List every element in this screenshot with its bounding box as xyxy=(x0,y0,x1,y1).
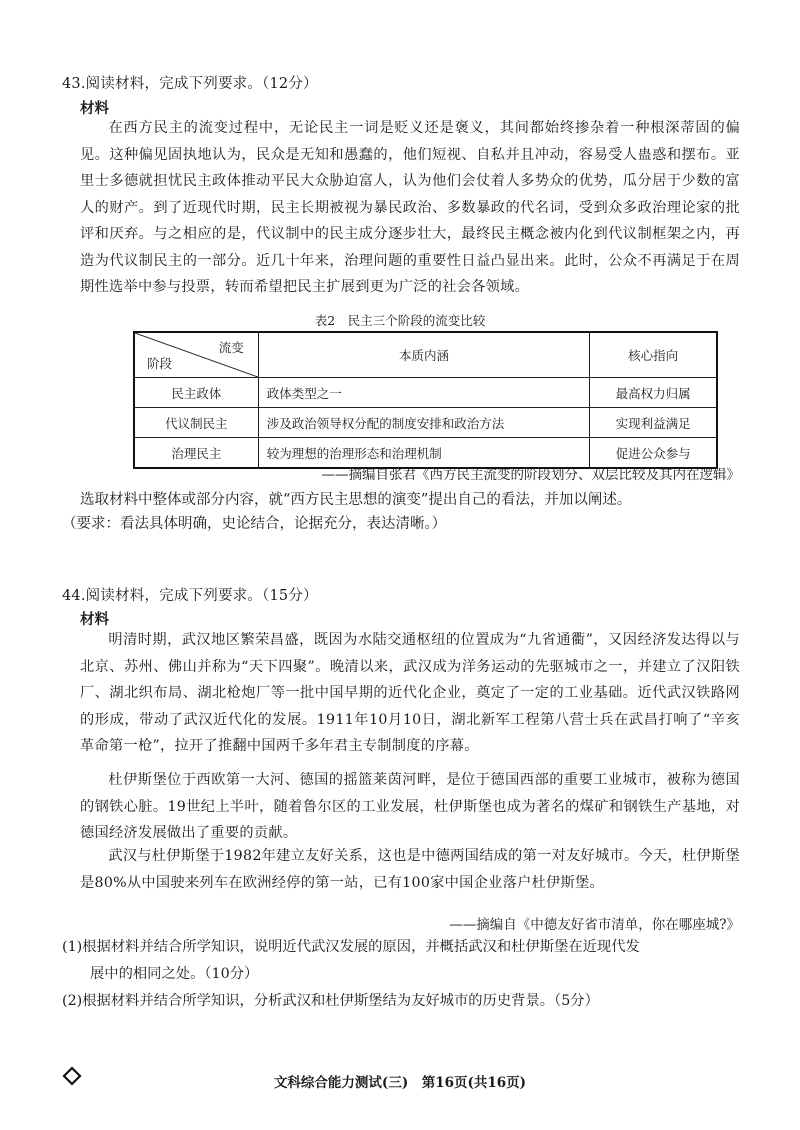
table-row xyxy=(134,408,717,438)
essence-cell: 较为理想的治理形态和治理机制 xyxy=(258,438,589,469)
table-row xyxy=(134,378,717,408)
q44-subquestion-2: (2)根据材料并结合所学知识，分析武汉和杜伊斯堡结为友好城市的历史背景。（5分） xyxy=(62,993,599,1009)
q44-source: ——摘编自《中德友好省市清单，你在哪座城?》 xyxy=(449,917,740,933)
header-evolution: 流变 xyxy=(218,340,244,355)
q44-paragraph-friendship: 武汉与杜伊斯堡于1982年建立友好关系，这也是中德两国结成的第一对友好城市。今天，杜伊斯堡是80%从中国驶来列车在欧洲经停的第一站，已有100家中国企业落户杜伊斯堡。 xyxy=(80,848,740,891)
focus-cell: 最高权力归属 xyxy=(590,378,717,408)
subquestion-1-line1: (1)根据材料并结合所学知识，说明近代武汉发展的原因，并概括武汉和杜伊斯堡在近现代发 xyxy=(62,939,640,955)
q44-paragraph-duisburg: 杜伊斯堡位于西欧第一大河、德国的摇篮莱茵河畔，是位于德国西部的重要工业城市，被称为德国的钢铁心脏。19世纪上半叶，随着鲁尔区的工业发展，杜伊斯堡也成为著名的煤矿和钢铁生产基地，对德国经济发展做出了重要的贡献。 xyxy=(80,772,740,841)
question-44-heading: 44.阅读材料，完成下列要求。（15分） xyxy=(62,588,318,604)
page-footer: 文科综合能力测试(三) 第16页(共16页) xyxy=(273,1075,527,1091)
essence-cell: 政体类型之一 xyxy=(258,378,589,408)
header-focus: 核心指向 xyxy=(590,332,717,378)
comparison-table xyxy=(133,331,718,469)
header-stage: 阶段 xyxy=(147,356,173,371)
subquestion-1-line2: 展中的相同之处。（10分） xyxy=(90,966,259,982)
stage-cell: 治理民主 xyxy=(134,438,258,469)
q44-subquestion-1 xyxy=(62,934,752,988)
essence-cell: 涉及政治领导权分配的制度安排和政治方法 xyxy=(258,408,589,438)
material-label: 材料 xyxy=(80,611,109,628)
q44-paragraph-wuhan: 明清时期，武汉地区繁荣昌盛，既因为水陆交通枢纽的位置成为“九省通衢”，又因经济发达得以与北京、苏州、佛山并称为“天下四聚”。晚清以来，武汉成为洋务运动的先驱城市之一，并建立了汉阳铁厂、湖北织布局、湖北枪炮厂等一批中国早期的近代化企业，奠定了一定的工业基础。近代武汉铁路网的形成，带动了武汉近代化的发展。1911年10月10日，湖北新军工程第八营士兵在武昌打响了“辛亥革命第一枪”，拉开了推翻中国两千多年君主专制制度的序幕。 xyxy=(80,632,740,754)
q43-task-line2: （要求：看法具体明确，史论结合，论据充分，表达清晰。） xyxy=(62,516,447,532)
q43-source: ——摘编自张君《西方民主流变的阶段划分、双层比较及其内在逻辑》 xyxy=(321,467,740,483)
focus-cell: 促进公众参与 xyxy=(590,438,717,469)
q43-material-paragraph: 在西方民主的流变过程中，无论民主一词是贬义还是褒义，其间都始终掺杂着一种根深蒂固的偏见。这种偏见固执地认为，民众是无知和愚蠢的，他们短视、自私并且冲动，容易受人蛊惑和摆布。亚里士多德就担忧民主政体推动平民大众胁迫富人，认为他们会仗着人多势众的优势，瓜分居于少数的富人的财产。到了近现代时期，民主长期被视为暴民政治、多数暴政的代名词，受到众多政治理论家的批评和厌弃。与之相应的是，代议制中的民主成分逐步壮大，最终民主概念被内化到代议制框架之内，再造为代议制民主的一部分。近几十年来，治理问题的重要性日益凸显出来。此时，公众不再满足于在周期性选举中参与投票，转而希望把民主扩展到更为广泛的社会各领域。 xyxy=(80,120,740,295)
focus-cell: 实现利益满足 xyxy=(590,408,717,438)
question-43-heading: 43.阅读材料，完成下列要求。（12分） xyxy=(62,76,318,92)
header-essence: 本质内涵 xyxy=(258,332,589,378)
diagonal-header-cell xyxy=(134,332,258,378)
table-caption: 表2 民主三个阶段的流变比较 xyxy=(314,313,486,328)
material-label: 材料 xyxy=(80,100,109,117)
stage-cell: 代议制民主 xyxy=(134,408,258,438)
q43-task-line1: 选取材料中整体或部分内容，就“西方民主思想的演变”提出自己的看法，并加以阐述。 xyxy=(80,492,632,508)
stage-cell: 民主政体 xyxy=(134,378,258,408)
